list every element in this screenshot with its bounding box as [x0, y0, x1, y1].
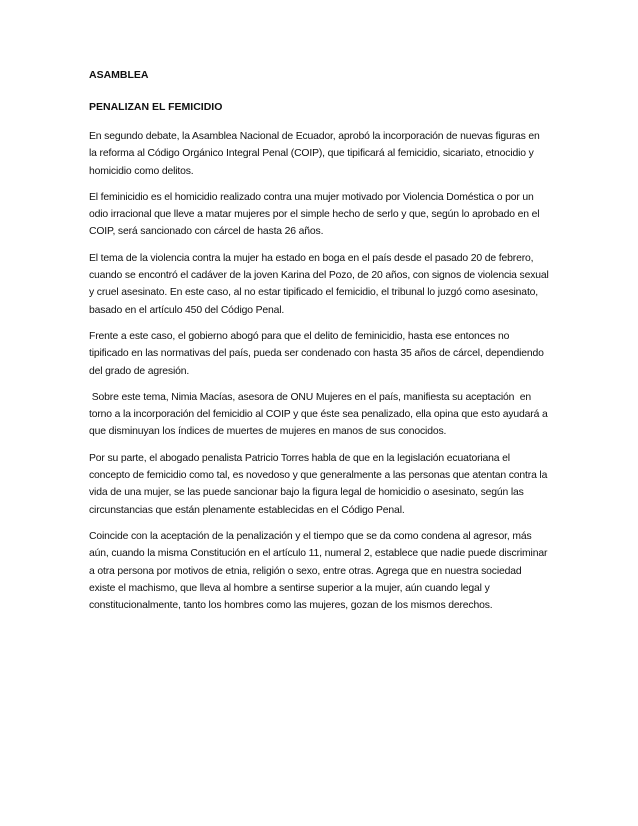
paragraph-2: El feminicidio es el homicidio realizado contra una mujer motivado por Violencia Doméstica o por un odio irracional que lleve a matar mujeres por el simple hecho de serlo y que, según lo aprobado en el COIP, será sancionado con cárcel de hasta 26 años. — [89, 191, 540, 238]
section-heading: ASAMBLEA — [89, 69, 149, 81]
paragraph-1: En segundo debate, la Asamblea Nacional de Ecuador, aprobó la incorporación de nuevas figuras en la reforma al Código Orgánico Integral Penal (COIP), que tipificará al femicidio, sicariato, etnocidio y homicidio como delitos. — [89, 131, 540, 177]
paragraph-6: Por su parte, el abogado penalista Patricio Torres habla de que en la legislación ecuatoriana el concepto de femicidio como tal, es novedoso y que generalmente a las personas que atentan contra la vida de una mujer, se las puede sancionar bajo la figura legal de homicidio o asesinato, según las circunstancias que están plenamente establecidas en el Código Penal. — [89, 452, 548, 516]
paragraph-7: Coincide con la aceptación de la penalización y el tiempo que se da como condena al agresor, más aún, cuando la misma Constitución en el artículo 11, numeral 2, establece que nadie puede discriminar a otra persona por motivos de etnia, religión o sexo, entre otras. Agrega que en nuestra sociedad existe el machismo, que lleva al hombre a sentirse superior a la mujer, aún cuando legal y constitucionalmente, tanto los hombres como las mujeres, gozan de los mismos derechos. — [89, 530, 548, 612]
paragraph-5: Sobre este tema, Nimia Macías, asesora de ONU Mujeres en el país, manifiesta su aceptación en torno a la incorporación del femicidio al COIP y que éste sea penalizado, ella opina que esto ayudará a que disminuyan los índices de muertes de mujeres en manos de sus conocidos. — [89, 391, 551, 438]
paragraph-3: El tema de la violencia contra la mujer ha estado en boga en el país desde el pasado 20 de febrero, cuando se encontró el cadáver de la joven Karina del Pozo, de 20 años, con signos de violencia sexual y cruel asesinato. En este caso, al no estar tipificado el femicidio, el tribunal lo juzgó como asesinato, basado en el artículo 450 del Código Penal. — [89, 252, 549, 316]
document-page — [89, 68, 549, 623]
paragraph-4: Frente a este caso, el gobierno abogó para que el delito de feminicidio, hasta ese entonces no tipificado en las normativas del país, pueda ser condenado con hasta 35 años de cárcel, dependiendo del grado de agresión. — [89, 330, 544, 377]
article-title: PENALIZAN EL FEMICIDIO — [89, 101, 223, 113]
